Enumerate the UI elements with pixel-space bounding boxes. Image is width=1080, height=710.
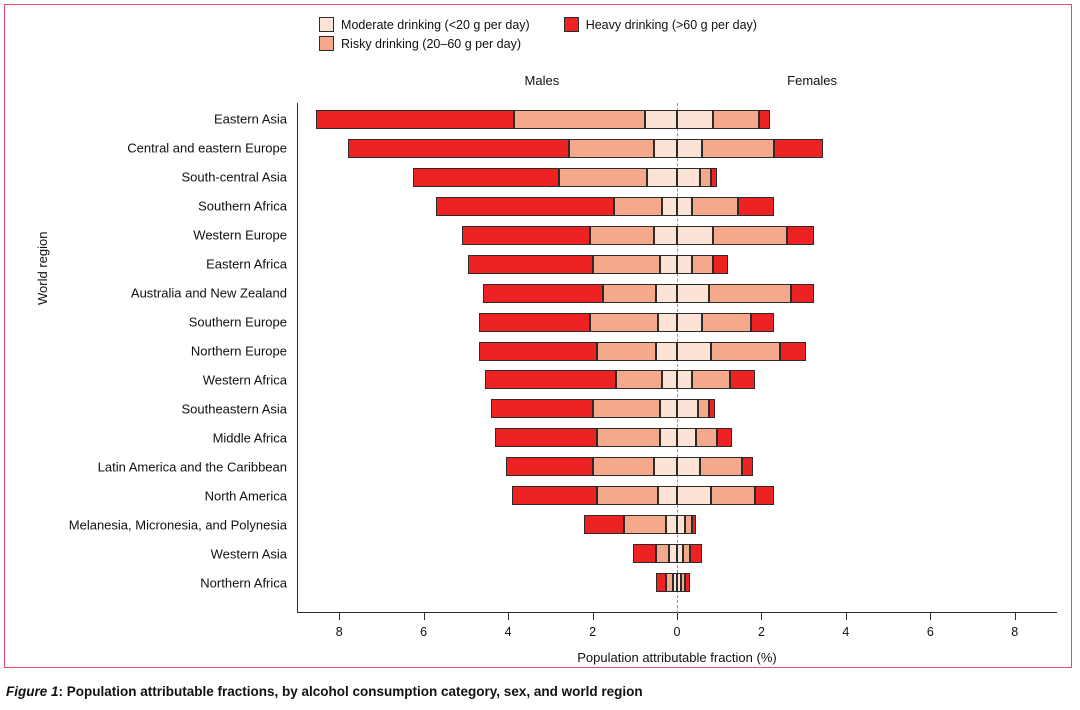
category-label: Western Africa xyxy=(202,372,287,388)
bar-segment-male-risky xyxy=(597,342,656,361)
x-tick-label: 2 xyxy=(757,625,765,639)
bar-segment-female-heavy xyxy=(759,110,770,129)
bar-segment-male-heavy xyxy=(485,370,616,389)
bar-segment-female-moderate xyxy=(677,428,696,447)
bar-segment-male-moderate xyxy=(662,197,677,216)
bar-segment-male-heavy xyxy=(495,428,596,447)
bar-segment-female-risky xyxy=(692,370,730,389)
bar-row xyxy=(127,139,1057,158)
bar-segment-male-moderate xyxy=(658,313,677,332)
x-tick-label: 4 xyxy=(504,625,512,639)
category-label: Southern Africa xyxy=(198,198,287,214)
bar-segment-male-risky xyxy=(656,544,669,563)
bar-segment-male-risky xyxy=(590,226,653,245)
bar-segment-female-heavy xyxy=(774,139,823,158)
x-tick-label: 6 xyxy=(420,625,428,639)
category-label: Western Europe xyxy=(193,227,287,243)
bar-row xyxy=(130,284,1057,303)
bar-segment-male-risky xyxy=(624,515,666,534)
category-label: Melanesia, Micronesia, and Polynesia xyxy=(68,517,287,533)
bar-segment-female-heavy xyxy=(709,399,715,418)
bar-row xyxy=(210,544,1057,563)
bar-segment-male-moderate xyxy=(656,284,677,303)
bar-row xyxy=(188,313,1057,332)
category-label: Eastern Asia xyxy=(214,111,287,127)
bar-segment-female-moderate xyxy=(677,313,702,332)
x-tick-label: 0 xyxy=(673,625,681,639)
bar-segment-male-moderate xyxy=(662,370,677,389)
bar-row xyxy=(206,255,1057,274)
bar-segment-male-risky xyxy=(593,399,661,418)
bar-segment-male-risky xyxy=(593,457,654,476)
bar-segment-female-heavy xyxy=(751,313,774,332)
x-tick xyxy=(593,613,594,620)
panel-label-males: Males xyxy=(524,73,560,88)
bar-segment-male-heavy xyxy=(512,486,596,505)
bar-segment-male-moderate xyxy=(660,399,677,418)
category-label: Northern Africa xyxy=(200,575,287,591)
legend-swatch-heavy xyxy=(564,17,579,32)
category-label: Southeastern Asia xyxy=(181,401,287,417)
bar-segment-female-heavy xyxy=(787,226,814,245)
bar-segment-male-heavy xyxy=(436,197,613,216)
bar-segment-male-heavy xyxy=(491,399,592,418)
bar-row xyxy=(190,342,1057,361)
x-tick xyxy=(339,613,340,620)
legend-swatch-risky xyxy=(319,36,334,51)
bar-segment-male-risky xyxy=(603,284,656,303)
x-axis-title: Population attributable fraction (%) xyxy=(577,650,777,665)
x-tick xyxy=(761,613,762,620)
bar-segment-male-heavy xyxy=(348,139,570,158)
bar-segment-male-heavy xyxy=(656,573,667,592)
bar-segment-female-moderate xyxy=(677,197,692,216)
bar-segment-female-risky xyxy=(711,342,781,361)
bar-segment-male-heavy xyxy=(633,544,656,563)
x-tick xyxy=(1015,613,1016,620)
bar-segment-female-moderate xyxy=(677,284,709,303)
category-label: Australia and New Zealand xyxy=(130,285,287,301)
bar-segment-male-heavy xyxy=(479,342,597,361)
bar-segment-male-heavy xyxy=(468,255,593,274)
bar-row xyxy=(181,168,1057,187)
bar-row xyxy=(202,370,1057,389)
bar-segment-female-moderate xyxy=(677,515,685,534)
bar-segment-male-moderate xyxy=(654,457,677,476)
legend-item-heavy xyxy=(564,17,757,32)
bar-segment-male-risky xyxy=(597,486,658,505)
legend-item-moderate xyxy=(319,17,530,32)
bar-row xyxy=(198,197,1057,216)
bar-segment-female-risky xyxy=(700,168,711,187)
x-tick xyxy=(846,613,847,620)
bar-segment-female-risky xyxy=(709,284,791,303)
bar-segment-female-moderate xyxy=(677,226,713,245)
category-label: Latin America and the Caribbean xyxy=(97,459,287,475)
legend-swatch-moderate xyxy=(319,17,334,32)
bar-segment-female-risky xyxy=(692,255,713,274)
bar-segment-female-moderate xyxy=(677,139,702,158)
legend-label-risky: Risky drinking (20–60 g per day) xyxy=(341,36,521,51)
category-label: Southern Europe xyxy=(188,314,287,330)
figure-caption-text: : Population attributable fractions, by alcohol consumption category, sex, and world region xyxy=(58,684,643,699)
bar-segment-female-moderate xyxy=(677,110,713,129)
bar-segment-male-risky xyxy=(593,255,661,274)
category-label: Middle Africa xyxy=(212,430,287,446)
x-tick xyxy=(424,613,425,620)
bar-segment-female-heavy xyxy=(685,573,690,592)
bar-segment-female-moderate xyxy=(677,486,711,505)
plot-area xyxy=(68,73,1057,665)
bar-segment-female-heavy xyxy=(755,486,774,505)
bar-segment-female-risky xyxy=(713,110,759,129)
bar-segment-male-moderate xyxy=(645,110,677,129)
bar-segment-male-risky xyxy=(559,168,648,187)
legend-item-risky xyxy=(319,36,530,51)
bar-segment-female-heavy xyxy=(713,255,728,274)
y-axis-title: World region xyxy=(35,231,50,305)
bar-segment-female-moderate xyxy=(677,342,711,361)
bar-segment-male-risky xyxy=(616,370,662,389)
bar-segment-female-risky xyxy=(692,197,738,216)
bar-segment-female-heavy xyxy=(738,197,774,216)
bar-segment-male-moderate xyxy=(666,515,677,534)
x-tick-label: 2 xyxy=(589,625,597,639)
bar-segment-male-heavy xyxy=(479,313,591,332)
bar-segment-male-heavy xyxy=(413,168,559,187)
bar-row xyxy=(200,573,1057,592)
bar-segment-male-risky xyxy=(614,197,663,216)
bar-row xyxy=(212,428,1057,447)
bar-row xyxy=(204,486,1057,505)
x-tick xyxy=(508,613,509,620)
x-tick-label: 8 xyxy=(1011,625,1019,639)
chart-legend xyxy=(5,17,1071,51)
bar-segment-male-risky xyxy=(514,110,645,129)
bar-segment-female-heavy xyxy=(730,370,755,389)
bar-segment-female-heavy xyxy=(717,428,732,447)
bar-segment-male-heavy xyxy=(462,226,591,245)
x-tick-label: 4 xyxy=(842,625,850,639)
bar-row xyxy=(214,110,1057,129)
bar-segment-female-risky xyxy=(700,457,742,476)
x-tick xyxy=(677,613,678,620)
bar-segment-female-heavy xyxy=(711,168,717,187)
bar-segment-male-risky xyxy=(590,313,658,332)
bar-row xyxy=(193,226,1057,245)
bar-segment-male-risky xyxy=(569,139,653,158)
bar-segment-female-risky xyxy=(713,226,787,245)
bar-segment-female-moderate xyxy=(677,457,700,476)
x-tick-label: 8 xyxy=(335,625,343,639)
bar-segment-male-heavy xyxy=(316,110,514,129)
bar-segment-male-moderate xyxy=(656,342,677,361)
x-tick-label: 6 xyxy=(926,625,934,639)
panel-label-females: Females xyxy=(787,73,838,88)
bar-segment-female-risky xyxy=(702,139,774,158)
bar-segment-male-heavy xyxy=(584,515,624,534)
bar-segment-female-risky xyxy=(698,399,709,418)
category-label: Northern Europe xyxy=(190,343,287,359)
bar-segment-male-moderate xyxy=(654,226,677,245)
figure-number: Figure 1 xyxy=(6,684,59,699)
bar-segment-male-moderate xyxy=(669,544,677,563)
bar-segment-male-moderate xyxy=(654,139,677,158)
bar-segment-male-moderate xyxy=(660,255,677,274)
bar-segment-male-risky xyxy=(666,573,672,592)
bar-segment-male-moderate xyxy=(647,168,677,187)
category-label: Eastern Africa xyxy=(206,256,287,272)
category-label: South-central Asia xyxy=(181,169,287,185)
bar-row xyxy=(97,457,1057,476)
legend-label-moderate: Moderate drinking (<20 g per day) xyxy=(341,17,530,32)
bar-segment-female-heavy xyxy=(690,544,703,563)
bar-segment-male-risky xyxy=(597,428,660,447)
x-tick xyxy=(930,613,931,620)
category-label: Western Asia xyxy=(210,546,287,562)
bar-segment-female-heavy xyxy=(780,342,805,361)
bar-segment-female-heavy xyxy=(692,515,696,534)
category-label: North America xyxy=(204,488,287,504)
bar-segment-female-heavy xyxy=(791,284,814,303)
bar-segment-female-heavy xyxy=(742,457,753,476)
bar-row xyxy=(181,399,1057,418)
bar-segment-female-risky xyxy=(711,486,755,505)
legend-label-heavy: Heavy drinking (>60 g per day) xyxy=(585,17,757,32)
bar-segment-male-moderate xyxy=(658,486,677,505)
bar-segment-female-risky xyxy=(696,428,717,447)
figure-frame xyxy=(4,4,1072,668)
bar-segment-female-moderate xyxy=(677,370,692,389)
bar-segment-female-moderate xyxy=(677,255,692,274)
bar-segment-male-moderate xyxy=(660,428,677,447)
bar-segment-female-risky xyxy=(702,313,751,332)
bar-segment-female-moderate xyxy=(677,168,700,187)
category-label: Central and eastern Europe xyxy=(127,140,287,156)
bar-segment-male-heavy xyxy=(506,457,593,476)
bar-segment-female-moderate xyxy=(677,399,698,418)
figure-caption xyxy=(6,684,643,699)
bar-row xyxy=(68,515,1057,534)
bar-segment-male-heavy xyxy=(483,284,603,303)
